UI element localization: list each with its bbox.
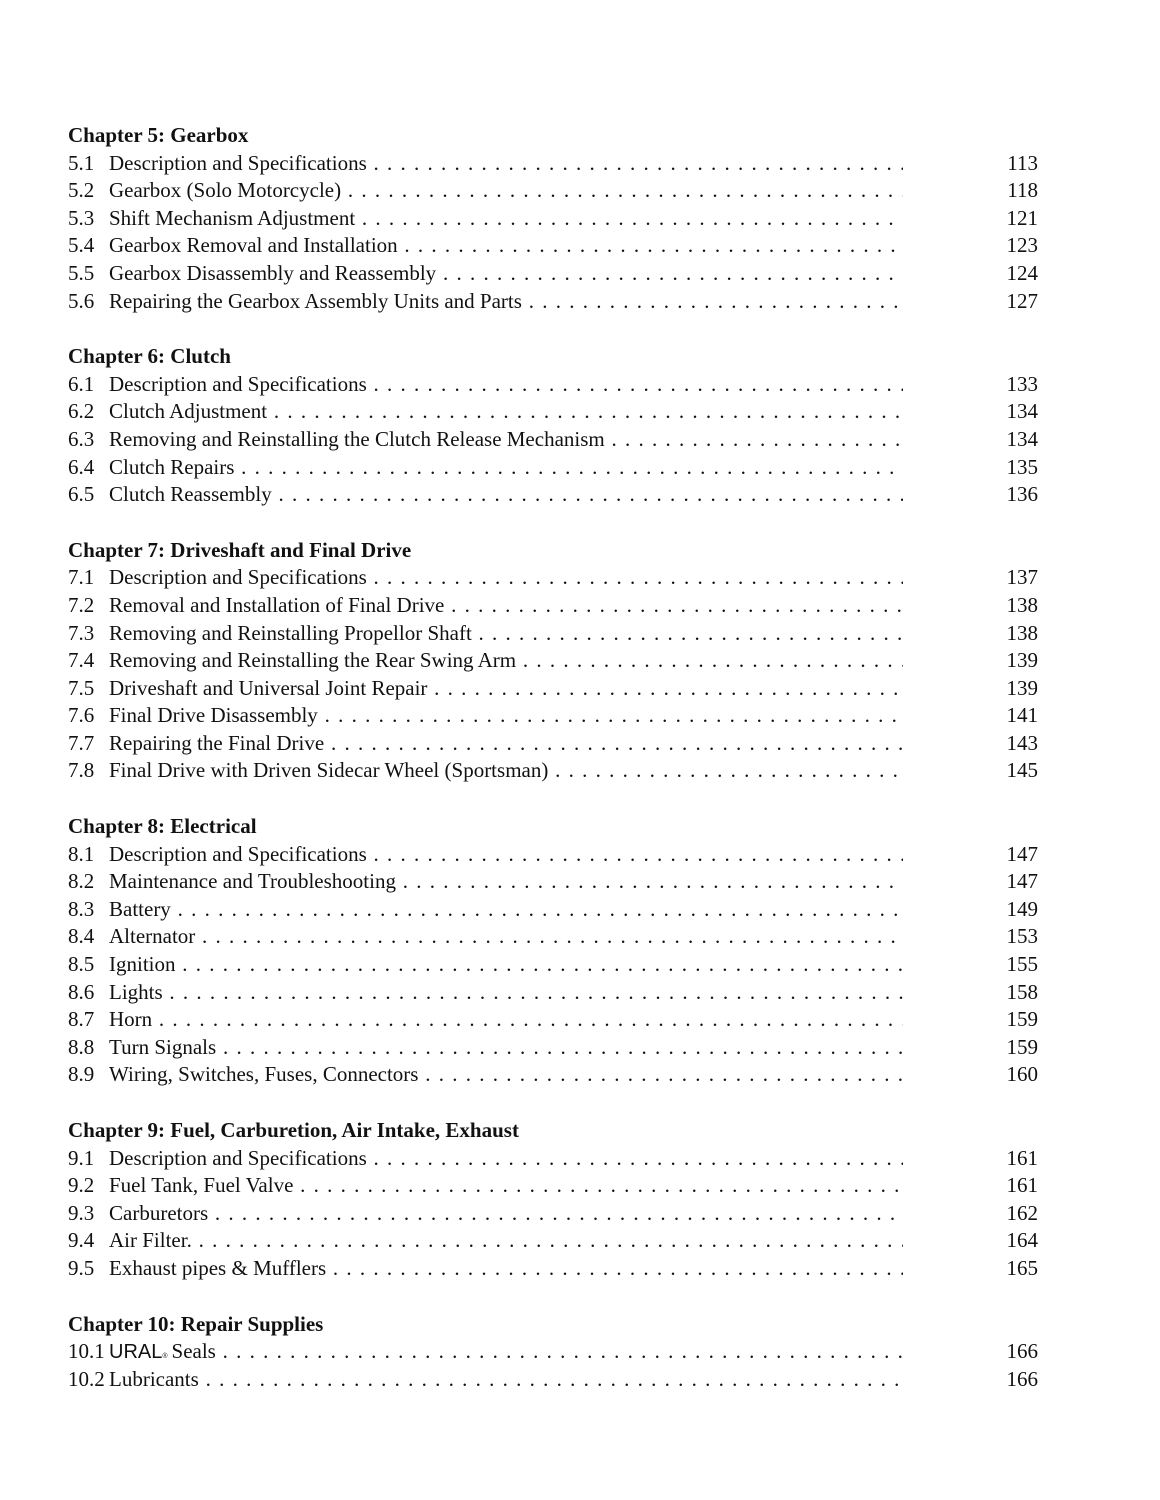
- section-number: 8.5: [68, 952, 95, 977]
- toc-entry-title: [68, 260, 903, 288]
- toc-entry-title: [68, 702, 903, 730]
- page-number: 149: [1006, 896, 1038, 921]
- section-title: Lubricants: [109, 1366, 199, 1391]
- section-number: 6.5: [68, 482, 95, 507]
- section-number: 8.8: [68, 1034, 95, 1059]
- page-number: 166: [1006, 1366, 1038, 1391]
- toc-entry-title: [68, 757, 903, 785]
- toc-entry[interactable]: [68, 702, 1048, 730]
- section-number: 8.1: [68, 841, 95, 866]
- page-number: 147: [1006, 841, 1038, 866]
- chapter-title: Chapter 10: Repair Supplies: [68, 1311, 324, 1336]
- page-number: 161: [1006, 1145, 1038, 1170]
- page-number: 161: [1006, 1173, 1038, 1198]
- section-title: Final Drive Disassembly: [109, 703, 318, 728]
- toc-entry-title: [68, 232, 903, 260]
- section-number: 6.4: [68, 454, 95, 479]
- toc-entry-title: [68, 371, 903, 399]
- section-number: 8.7: [68, 1007, 95, 1032]
- toc-entry-title: [68, 426, 903, 454]
- toc-entry[interactable]: [68, 564, 1048, 592]
- toc-entry[interactable]: [68, 979, 1048, 1007]
- section-title: Clutch Adjustment: [109, 399, 268, 424]
- page-number: 166: [1006, 1339, 1038, 1364]
- toc-entry-title: [68, 951, 903, 979]
- section-title: Description and Specifications: [109, 371, 367, 396]
- section-title: Description and Specifications: [109, 1145, 367, 1170]
- section-title: Maintenance and Troubleshooting: [109, 869, 396, 894]
- section-title: Removing and Reinstalling the Rear Swing Arm: [109, 648, 517, 673]
- toc-entry-title: [68, 1172, 903, 1200]
- toc-entry-title: [68, 730, 903, 758]
- toc-entry[interactable]: [68, 951, 1048, 979]
- toc-entry-title: [68, 1034, 903, 1062]
- page-number: 118: [1007, 178, 1038, 203]
- toc-entry[interactable]: [68, 923, 1048, 951]
- section-title: Description and Specifications: [109, 565, 367, 590]
- page-number: 127: [1006, 288, 1038, 313]
- section-title: Wiring, Switches, Fuses, Connectors: [109, 1062, 419, 1087]
- toc-entry-title: [68, 1145, 903, 1173]
- section-number: 9.3: [68, 1200, 95, 1225]
- toc-entry-title: [68, 481, 903, 509]
- page-number: 121: [1006, 205, 1038, 230]
- chapter-section: [68, 1117, 1048, 1283]
- section-number: 5.3: [68, 205, 95, 230]
- toc-entry-title: [68, 647, 903, 675]
- toc-entry[interactable]: [68, 868, 1048, 896]
- section-number: 7.3: [68, 620, 95, 645]
- page-number: 159: [1006, 1007, 1038, 1032]
- section-title: Carburetors: [109, 1200, 209, 1225]
- toc-entry[interactable]: [68, 1061, 1048, 1089]
- page-number: 123: [1006, 233, 1038, 258]
- section-title: Seals: [171, 1339, 216, 1364]
- toc-entry[interactable]: [68, 647, 1048, 675]
- toc-entry-title: [68, 841, 903, 869]
- page-number: 137: [1006, 565, 1038, 590]
- page-number: 145: [1006, 758, 1038, 783]
- toc-entry[interactable]: [68, 620, 1048, 648]
- page-number: 153: [1006, 924, 1038, 949]
- toc-entry-title: [68, 675, 903, 703]
- section-number: 7.4: [68, 648, 95, 673]
- toc-entry[interactable]: [68, 1338, 1048, 1366]
- chapter-title: Chapter 5: Gearbox: [68, 123, 249, 147]
- toc-entry-title: [68, 205, 903, 233]
- section-title: Horn: [109, 1007, 153, 1032]
- toc-entry-title: [68, 288, 903, 316]
- section-title: Alternator: [109, 924, 196, 949]
- toc-entry[interactable]: [68, 896, 1048, 924]
- chapter-section: [68, 813, 1048, 1089]
- page-number: 165: [1006, 1255, 1038, 1280]
- toc-entry-title: [68, 592, 903, 620]
- toc-entry[interactable]: [68, 1200, 1048, 1228]
- section-title: Gearbox Disassembly and Reassembly: [109, 260, 437, 285]
- section-number: 8.4: [68, 924, 95, 949]
- page-number: 138: [1006, 592, 1038, 617]
- section-number: 10.1: [68, 1339, 105, 1364]
- section-number: 8.2: [68, 869, 95, 894]
- section-title: Gearbox (Solo Motorcycle): [109, 178, 342, 203]
- page-number: 124: [1006, 260, 1038, 285]
- section-number: 5.1: [68, 150, 95, 175]
- page-number: 143: [1006, 730, 1038, 755]
- page-number: 141: [1006, 703, 1038, 728]
- page-number: 164: [1006, 1228, 1038, 1253]
- page-number: 160: [1006, 1062, 1038, 1087]
- toc-entry[interactable]: [68, 398, 1048, 426]
- section-title: Clutch Reassembly: [109, 482, 272, 507]
- section-title: Fuel Tank, Fuel Valve: [109, 1173, 294, 1198]
- toc-entry[interactable]: [68, 454, 1048, 482]
- toc-entry-title: [68, 150, 903, 178]
- section-number: 8.6: [68, 979, 95, 1004]
- section-title: Air Filter.: [109, 1228, 192, 1253]
- toc-entry[interactable]: [68, 481, 1048, 509]
- page-number: 136: [1006, 482, 1038, 507]
- toc-entry-title: [68, 979, 903, 1007]
- chapter-title: Chapter 9: Fuel, Carburetion, Air Intake, Exhaust: [68, 1118, 519, 1142]
- page-number: 159: [1006, 1034, 1038, 1059]
- page-number: 155: [1006, 952, 1038, 977]
- section-number: 6.3: [68, 426, 95, 451]
- chapter-section: [68, 122, 1048, 315]
- toc-entry[interactable]: [68, 730, 1048, 758]
- section-number: 6.2: [68, 399, 95, 424]
- section-number: 8.3: [68, 896, 95, 921]
- section-title: Clutch Repairs: [109, 454, 235, 479]
- section-number: 10.2: [68, 1366, 105, 1391]
- section-title: Ignition: [109, 952, 176, 977]
- page-number: 113: [1007, 150, 1038, 175]
- toc-entry[interactable]: [68, 1172, 1048, 1200]
- page-number: 134: [1006, 426, 1038, 451]
- toc-entry[interactable]: [68, 177, 1048, 205]
- toc-entry-title: [68, 1255, 903, 1283]
- page-number: 162: [1006, 1200, 1038, 1225]
- section-number: 5.2: [68, 178, 95, 203]
- page-number: 147: [1006, 869, 1038, 894]
- section-title: Removal and Installation of Final Drive: [109, 592, 445, 617]
- toc-entry-title: [68, 177, 903, 205]
- toc-entry[interactable]: [68, 1034, 1048, 1062]
- registered-mark: ®: [162, 1353, 168, 1361]
- section-number: 9.4: [68, 1228, 95, 1253]
- toc-entry-title: [68, 398, 903, 426]
- toc-entry[interactable]: [68, 841, 1048, 869]
- section-title: Final Drive with Driven Sidecar Wheel (Sportsman): [109, 758, 549, 783]
- section-title: Exhaust pipes & Mufflers: [109, 1255, 327, 1280]
- chapter-title: Chapter 8: Electrical: [68, 814, 257, 839]
- section-title: Description and Specifications: [109, 841, 367, 866]
- toc-entry-title: [68, 868, 903, 896]
- toc-entry[interactable]: [68, 426, 1048, 454]
- toc-entry[interactable]: [68, 150, 1048, 178]
- page-number: 139: [1006, 675, 1038, 700]
- toc-entry[interactable]: [68, 205, 1048, 233]
- section-number: 5.4: [68, 233, 95, 258]
- section-title: Shift Mechanism Adjustment: [109, 205, 356, 230]
- section-title: Description and Specifications: [109, 150, 367, 175]
- section-number: 5.5: [68, 260, 95, 285]
- toc-entry-title: [68, 620, 903, 648]
- chapter-title: Chapter 7: Driveshaft and Final Drive: [68, 537, 412, 562]
- toc-entry-title: [68, 454, 903, 482]
- section-number: 5.6: [68, 288, 95, 313]
- toc-entry[interactable]: [68, 232, 1048, 260]
- toc-entry-title: [68, 923, 903, 951]
- section-title: Repairing the Gearbox Assembly Units and Parts: [109, 288, 522, 313]
- toc-entry-title: [68, 564, 903, 592]
- section-title: Removing and Reinstalling the Clutch Release Mechanism: [109, 426, 605, 451]
- page-number: 138: [1006, 620, 1038, 645]
- section-number: 9.5: [68, 1255, 95, 1280]
- section-number: 8.9: [68, 1062, 95, 1087]
- toc-entry[interactable]: [68, 1227, 1048, 1255]
- section-number: 9.2: [68, 1173, 95, 1198]
- toc-entry[interactable]: [68, 1145, 1048, 1173]
- section-title: Turn Signals: [109, 1034, 217, 1059]
- toc-entry-title: [68, 1200, 903, 1228]
- toc-entry[interactable]: [68, 675, 1048, 703]
- section-number: 7.6: [68, 703, 95, 728]
- toc-entry[interactable]: [68, 757, 1048, 785]
- section-title: Driveshaft and Universal Joint Repair: [109, 675, 428, 700]
- toc-entry-title: [68, 1006, 903, 1034]
- page-number: 139: [1006, 648, 1038, 673]
- chapter-section: [68, 343, 1048, 509]
- brand-name: URAL: [109, 1341, 163, 1364]
- section-number: 9.1: [68, 1145, 95, 1170]
- toc-entry-title: [68, 1061, 903, 1089]
- toc-entry-title: [68, 1227, 903, 1255]
- section-number: 7.5: [68, 675, 95, 700]
- section-number: 6.1: [68, 371, 95, 396]
- chapter-section: [68, 1311, 1048, 1394]
- section-title: Gearbox Removal and Installation: [109, 233, 398, 258]
- section-number: 7.1: [68, 565, 95, 590]
- toc-entry[interactable]: [68, 288, 1048, 316]
- toc-entry-title: [68, 1366, 903, 1394]
- chapter-section: [68, 537, 1048, 785]
- table-of-contents: [68, 122, 1048, 1421]
- toc-entry-title: [68, 896, 903, 924]
- section-title: Battery: [109, 896, 171, 921]
- section-title: Repairing the Final Drive: [109, 730, 325, 755]
- section-title: Removing and Reinstalling Propellor Shaft: [109, 620, 472, 645]
- section-number: 7.7: [68, 730, 95, 755]
- toc-entry[interactable]: [68, 1366, 1048, 1394]
- toc-entry[interactable]: [68, 1255, 1048, 1283]
- page-number: 158: [1006, 979, 1038, 1004]
- page-number: 134: [1006, 399, 1038, 424]
- page-number: 135: [1006, 454, 1038, 479]
- toc-entry[interactable]: [68, 260, 1048, 288]
- page-number: 133: [1006, 371, 1038, 396]
- section-number: 7.8: [68, 758, 95, 783]
- toc-entry[interactable]: [68, 371, 1048, 399]
- chapter-title: Chapter 6: Clutch: [68, 344, 231, 369]
- section-title: Lights: [109, 979, 163, 1004]
- toc-entry[interactable]: [68, 1006, 1048, 1034]
- section-number: 7.2: [68, 592, 95, 617]
- toc-entry[interactable]: [68, 592, 1048, 620]
